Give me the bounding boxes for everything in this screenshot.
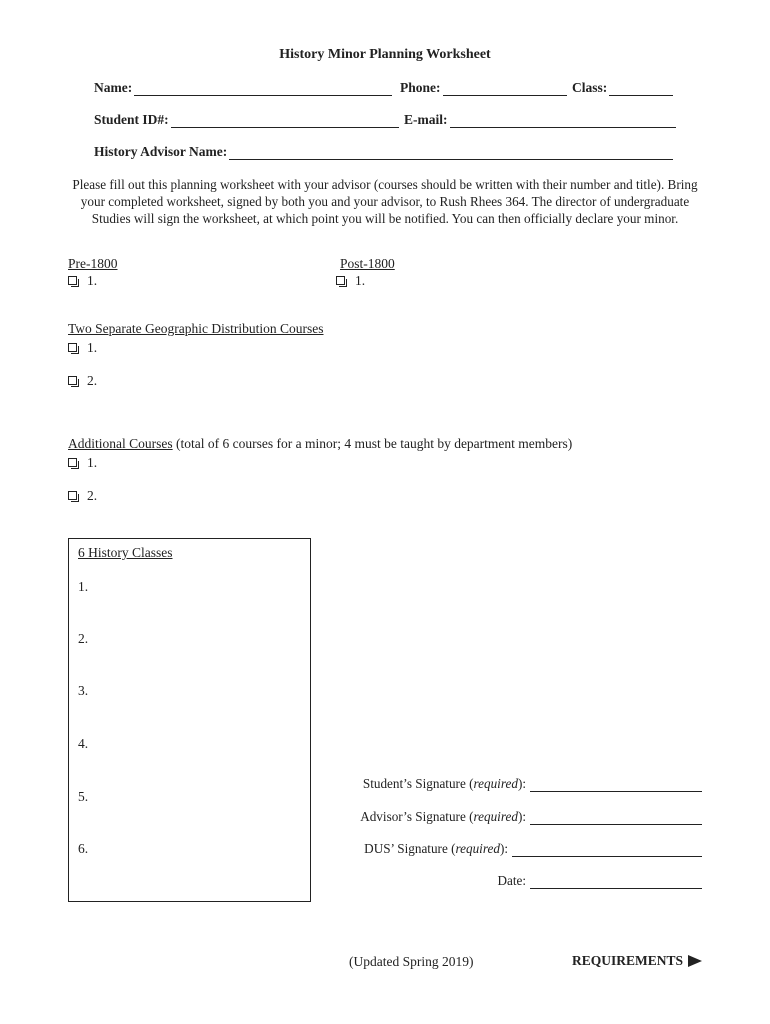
dus-signature-field[interactable]: [364, 841, 702, 857]
student-signature-field[interactable]: [363, 776, 702, 792]
name-line[interactable]: [134, 83, 392, 96]
advisor-name-field[interactable]: [94, 144, 673, 160]
history-class-5[interactable]: 5.: [78, 789, 89, 804]
requirements-link[interactable]: [572, 953, 702, 969]
dus-signature-label: DUS’ Signature (required):: [364, 841, 508, 856]
history-class-3[interactable]: 3.: [78, 683, 89, 698]
pre1800-heading: Pre-1800: [68, 256, 118, 271]
item-number: 1.: [355, 273, 366, 288]
page-title: History Minor Planning Worksheet: [279, 47, 491, 62]
email-label: E-mail:: [404, 112, 448, 127]
name-label: Name:: [94, 80, 133, 95]
checkbox-icon[interactable]: [68, 491, 77, 500]
advisor-signature-field[interactable]: [360, 809, 702, 825]
post1800-item-1[interactable]: [336, 273, 365, 289]
history-classes-box: [68, 538, 311, 902]
class-label: Class:: [572, 80, 608, 95]
history-class-4[interactable]: 4.: [78, 736, 89, 751]
item-number: 1.: [87, 273, 98, 288]
additional-item-2[interactable]: [68, 488, 97, 504]
item-number: 1.: [87, 455, 98, 470]
date-line[interactable]: [530, 876, 702, 889]
advisor-signature-label: Advisor’s Signature (required):: [360, 809, 526, 824]
phone-line[interactable]: [443, 83, 567, 96]
student-signature-line[interactable]: [530, 779, 702, 792]
additional-heading: [68, 436, 572, 452]
additional-note: (total of 6 courses for a minor; 4 must be taught by department members): [172, 436, 573, 451]
geographic-item-2[interactable]: [68, 373, 97, 389]
additional-item-1[interactable]: [68, 455, 97, 471]
date-label: Date:: [497, 873, 526, 888]
advisor-name-line[interactable]: [229, 147, 673, 160]
class-line[interactable]: [609, 83, 673, 96]
checkbox-icon[interactable]: [68, 276, 77, 285]
item-number: 2.: [87, 488, 98, 503]
additional-heading-text: Additional Courses: [68, 436, 173, 451]
instructions: Please fill out this planning worksheet with your advisor (courses should be written with their number and title). Bring your completed worksheet, signed by both you and your advisor, to Rush Rhees 364. The director of undergraduate Studies will sign the worksheet, at which point you will be notified. You can then officially declare your minor.: [72, 177, 698, 226]
history-class-6[interactable]: 6.: [78, 841, 89, 856]
name-field[interactable]: [94, 80, 392, 96]
advisor-name-label: History Advisor Name:: [94, 144, 228, 159]
student-id-field[interactable]: [94, 112, 399, 128]
geographic-heading: Two Separate Geographic Distribution Courses: [68, 321, 324, 336]
student-signature-label: Student’s Signature (required):: [362, 776, 526, 791]
history-classes-heading: 6 History Classes: [78, 545, 173, 560]
checkbox-icon[interactable]: [68, 343, 77, 352]
checkbox-icon[interactable]: [336, 276, 345, 285]
phone-label: Phone:: [400, 80, 441, 95]
arrow-right-icon: [688, 955, 702, 967]
post1800-heading: Post-1800: [340, 256, 395, 271]
checkbox-icon[interactable]: [68, 458, 77, 467]
item-number: 1.: [87, 340, 98, 355]
advisor-signature-line[interactable]: [530, 812, 702, 825]
student-id-label: Student ID#:: [94, 112, 169, 127]
email-line[interactable]: [450, 115, 676, 128]
history-class-2[interactable]: 2.: [78, 631, 89, 646]
updated-note: (Updated Spring 2019): [349, 954, 474, 969]
history-class-1[interactable]: 1.: [78, 579, 89, 594]
dus-signature-line[interactable]: [512, 844, 702, 857]
item-number: 2.: [87, 373, 98, 388]
checkbox-icon[interactable]: [68, 376, 77, 385]
email-field[interactable]: [404, 112, 676, 128]
date-field[interactable]: [497, 873, 702, 889]
requirements-label: REQUIREMENTS: [572, 953, 684, 968]
phone-field[interactable]: [400, 80, 567, 96]
student-id-line[interactable]: [171, 115, 399, 128]
geographic-item-1[interactable]: [68, 340, 97, 356]
class-field[interactable]: [572, 80, 673, 96]
pre1800-item-1[interactable]: [68, 273, 97, 289]
